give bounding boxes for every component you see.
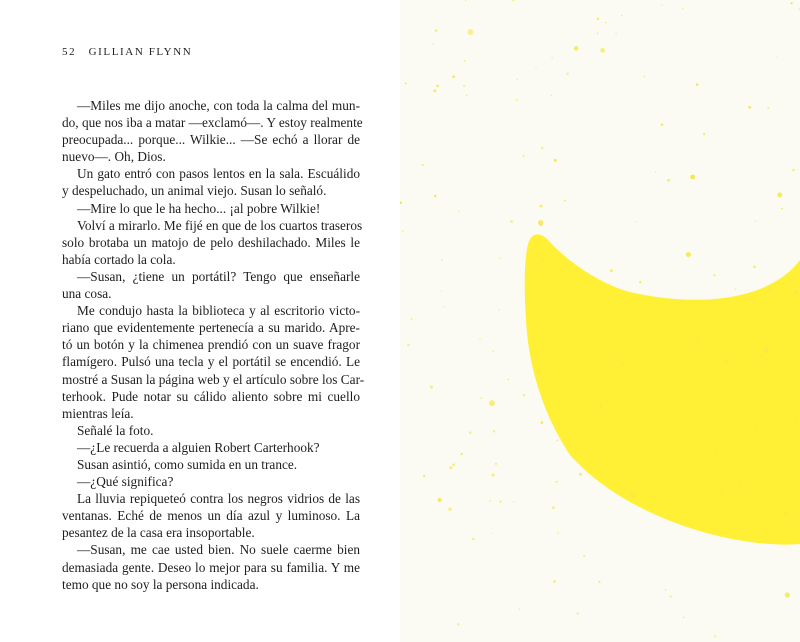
paint-speckle (550, 95, 552, 97)
paint-speckle (523, 394, 525, 396)
paint-speckle (583, 555, 585, 557)
paint-speckle (452, 463, 455, 466)
paint-speckle (405, 82, 407, 84)
paint-speckle (495, 463, 497, 465)
paint-speckle (634, 424, 635, 425)
paint-speckle (790, 2, 792, 4)
paint-speckle (498, 309, 499, 310)
paint-speckle (778, 515, 779, 516)
paint-speckle (777, 192, 782, 197)
paint-speckle (719, 489, 721, 491)
paint-speckle (635, 221, 636, 222)
text-line: nuevo—. Oh, Dios. (62, 149, 166, 165)
text-line: tó un botón y la chimenea prendió con un suave fragor (62, 337, 360, 353)
paint-speckle (725, 359, 728, 362)
paint-speckle (667, 179, 670, 182)
paint-speckle (661, 123, 663, 125)
paint-speckle (472, 538, 474, 540)
paint-speckle (556, 481, 558, 483)
paint-speckle (733, 479, 735, 481)
text-line: Volví a mirarlo. Me fijé en que de los cuartos traseros (77, 217, 363, 233)
text-line: mientras leía. (62, 405, 134, 421)
paint-speckle (795, 422, 797, 424)
text-line: y despeluchado, un animal viejo. Susan lo señaló. (62, 183, 327, 199)
paint-speckle (781, 208, 783, 210)
text-line: do, que nos iba a matar —exclamó—. Y estoy realmente (62, 115, 363, 131)
paint-speckle (510, 220, 513, 223)
paint-speckle (785, 592, 790, 597)
paint-speckle (686, 252, 691, 257)
paint-speckle (599, 405, 602, 408)
paint-speckle (516, 79, 518, 81)
text-line: había cortado la cola. (62, 251, 176, 267)
paint-speckle (682, 8, 683, 9)
paint-speckle (538, 220, 543, 225)
paint-speckle (785, 511, 789, 515)
paint-speckle (489, 400, 495, 406)
paint-speckle (400, 201, 402, 204)
paint-speckle (491, 533, 492, 534)
paint-speckle (402, 230, 404, 232)
paint-speckle (566, 73, 568, 75)
paint-speckle (595, 359, 597, 361)
paint-speckle (639, 281, 641, 283)
paint-speckle (458, 210, 460, 212)
paint-speckle (407, 343, 410, 346)
paint-speckle (777, 57, 778, 58)
paint-speckle (703, 133, 705, 135)
text-line: Un gato entró con pasos lentos en la sala. Escuálido (77, 166, 360, 182)
paint-speckle (703, 418, 705, 420)
right-page (400, 0, 800, 642)
paint-speckle (715, 453, 717, 455)
paint-speckle (752, 462, 754, 464)
paint-speckle (443, 306, 444, 307)
yellow-brush-stroke (525, 234, 800, 544)
paint-speckle (682, 494, 684, 496)
paint-speckle (433, 89, 436, 92)
text-line: Susan asintió, como sumida en un trance. (77, 456, 298, 472)
paint-speckle (753, 266, 755, 268)
paint-speckle (535, 67, 537, 69)
paint-speckle (513, 501, 514, 502)
paint-speckle (499, 500, 501, 502)
paint-speckle (464, 60, 466, 62)
paint-speckle (755, 430, 758, 433)
text-line: ventanas. Eché de menos un día azul y luminoso. La (62, 508, 360, 524)
paint-speckle (492, 350, 493, 351)
paint-speckle (432, 43, 434, 45)
paint-speckle (452, 75, 455, 78)
paint-speckle (541, 421, 544, 424)
paint-speckle (568, 399, 570, 401)
text-line: flamígero. Pulsó una tecla y el portátil se encendió. Le (62, 354, 360, 370)
paint-speckle (794, 291, 799, 296)
paint-speckle (735, 289, 737, 291)
paint-speckle (449, 466, 452, 469)
paint-speckle (469, 431, 472, 434)
paint-speckle (690, 174, 695, 179)
text-line: demasiada gente. Deseo lo mejor para su familia. Y me (62, 559, 360, 575)
paint-speckle (508, 379, 510, 381)
paint-speckle (588, 343, 589, 344)
paint-speckle (457, 623, 460, 626)
paint-speckle (622, 363, 624, 365)
paint-speckle (448, 507, 452, 511)
text-line: Señalé la foto. (77, 422, 154, 438)
paint-speckle (665, 589, 667, 591)
paint-speckle (768, 287, 772, 291)
paint-speckle (600, 48, 605, 53)
paint-speckle (423, 475, 425, 477)
paint-speckle (540, 205, 543, 208)
paint-speckle (435, 29, 437, 31)
page-number: 52 (62, 46, 77, 58)
paint-speckle (499, 257, 501, 259)
paint-speckle (738, 481, 741, 484)
paint-speckle (434, 195, 436, 197)
paint-speckle (441, 290, 442, 291)
paint-speckle (564, 200, 566, 202)
paint-speckle (597, 32, 599, 34)
paint-speckle (754, 220, 756, 222)
paint-speckle (643, 75, 645, 77)
paint-speckle (552, 506, 555, 509)
text-line: —¿Le recuerda a alguien Robert Carterhook? (77, 439, 320, 455)
paint-speckle (557, 439, 559, 441)
paint-speckle (481, 397, 483, 399)
author-name: GILLIAN FLYNN (88, 46, 193, 58)
paint-speckle (463, 85, 465, 87)
text-line: temo que no soy la persona indicada. (62, 576, 259, 592)
text-line: —Susan, ¿tiene un portátil? Tengo que enseñarle (77, 268, 360, 284)
paint-speckle (605, 22, 607, 24)
paint-speckle (753, 301, 755, 303)
paint-speckle (610, 269, 613, 272)
paint-speckle (489, 500, 491, 502)
paint-speckle (757, 364, 759, 366)
paint-speckle (512, 0, 515, 1)
text-line: —Mire lo que le ha hecho... ¡al pobre Wilkie! (77, 200, 321, 216)
paint-speckle (597, 18, 599, 20)
paint-speckle (553, 580, 556, 583)
paint-speckle (791, 399, 793, 401)
text-line: solo brotaba un matojo de pelo deshilachado. Miles le (62, 234, 360, 250)
paint-speckle (461, 453, 463, 455)
paint-speckle (742, 323, 744, 325)
paint-speckle (519, 608, 520, 609)
running-head (62, 46, 192, 58)
paint-speckle (422, 164, 424, 166)
paint-speckle (621, 15, 623, 17)
paint-speckle (594, 293, 596, 295)
paint-speckle (479, 338, 480, 339)
paint-speckle (598, 581, 600, 583)
paint-speckle (670, 595, 673, 598)
paint-speckle (683, 617, 685, 619)
paint-speckle (516, 99, 518, 101)
paint-speckle (759, 355, 762, 358)
yellow-brush-stroke-illustration (400, 0, 800, 642)
paint-speckle (557, 532, 559, 534)
text-line: La lluvia repiqueteó contra los negros vidrios de las (77, 491, 360, 507)
paint-speckle (468, 29, 474, 35)
paint-speckle (551, 57, 553, 59)
paint-speckle (438, 498, 442, 502)
paint-speckle (522, 155, 524, 157)
paint-speckle (541, 147, 544, 150)
paint-speckle (767, 107, 769, 109)
body-text (62, 97, 365, 593)
paint-speckle (696, 337, 698, 339)
paint-speckle (466, 94, 468, 96)
text-line: riano que evidentemente pertenecía a su marido. Apre- (62, 320, 360, 336)
paint-speckle (763, 347, 768, 352)
paint-speckle (492, 474, 495, 477)
text-line: Me condujo hasta la biblioteca y al escritorio victo- (77, 303, 360, 319)
text-line: terhook. Pude notar su cálido aliento sobre mi cuello (62, 388, 360, 404)
paint-speckle (748, 106, 751, 109)
paint-speckle (630, 492, 636, 498)
paint-speckle (713, 274, 716, 277)
paint-speckle (792, 169, 795, 172)
paint-speckle (655, 171, 656, 172)
paint-speckle (493, 430, 495, 432)
text-line: una cosa. (62, 286, 112, 302)
paint-speckle (615, 33, 616, 34)
text-line: —Miles me dijo anoche, con toda la calma del mun- (77, 98, 360, 113)
paint-speckle (574, 46, 579, 51)
paint-speckle (541, 258, 544, 261)
paint-speckle (411, 318, 413, 320)
paint-speckle (554, 159, 557, 162)
paint-speckle (696, 83, 699, 86)
text-line: mostré a Susan la página web y el artículo sobre los Car- (62, 371, 365, 387)
paint-speckle (465, 0, 466, 1)
text-line: pesantez de la casa era insoportable. (62, 525, 255, 541)
text-line: preocupada... porque... Wilkie... —Se echó a llorar de (62, 132, 360, 148)
paint-speckle (661, 4, 663, 6)
paint-speckle (577, 613, 579, 615)
paint-speckle (436, 85, 439, 88)
paint-speckle (441, 259, 443, 261)
paint-speckle (536, 371, 539, 374)
text-line: —Susan, me cae usted bien. No suele caerme bien (77, 542, 360, 558)
paint-speckle (714, 635, 716, 637)
text-line: —¿Qué significa? (77, 474, 174, 490)
paint-speckle (579, 473, 582, 476)
paint-speckle (430, 386, 433, 389)
